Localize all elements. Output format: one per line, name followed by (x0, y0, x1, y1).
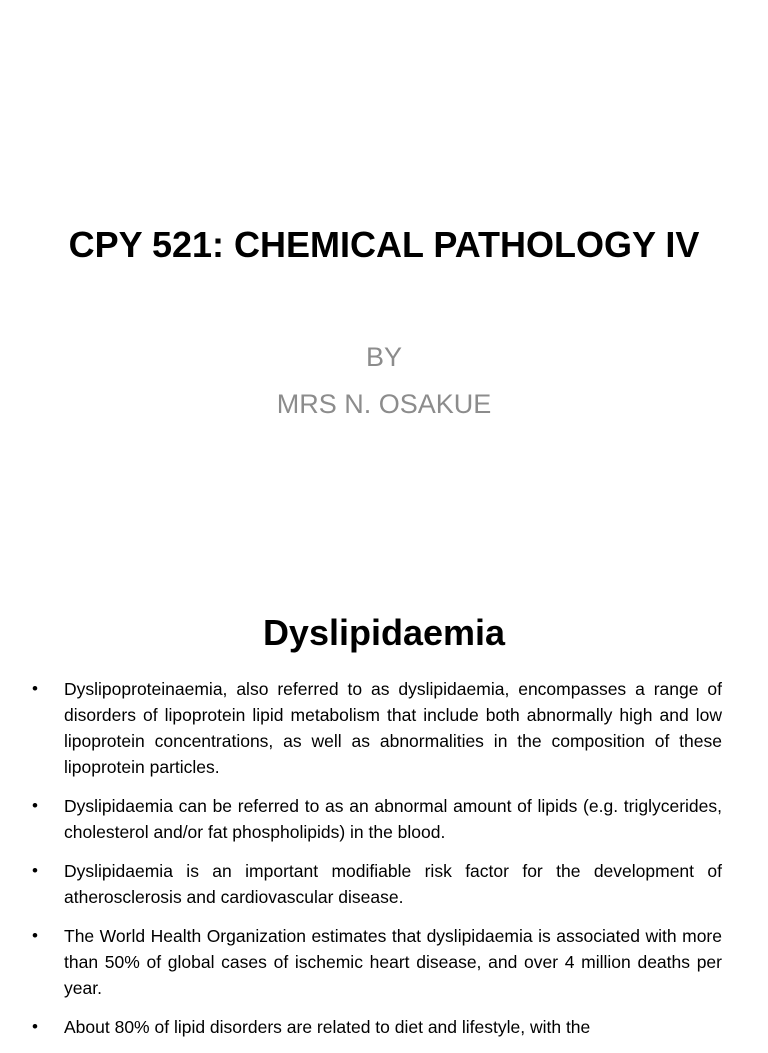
bullet-text: Dyslipidaemia can be referred to as an abnormal amount of lipids (e.g. triglycerides, cholesterol and/or fat phospholipids) in the blood. (64, 796, 722, 842)
bullet-list (30, 676, 722, 1053)
bullet-icon: • (32, 796, 38, 815)
bullet-icon: • (32, 926, 38, 945)
bullet-icon: • (32, 861, 38, 880)
course-title: CPY 521: CHEMICAL PATHOLOGY IV (68, 224, 700, 265)
bullet-item (30, 1014, 722, 1040)
bullet-icon: • (32, 1017, 38, 1036)
bullet-item (30, 923, 722, 1001)
bullet-text: The World Health Organization estimates that dyslipidaemia is associated with more than 50% of global cases of ischemic heart disease, and over 4 million deaths per year. (64, 926, 722, 998)
bullet-item (30, 793, 722, 845)
by-label: BY (365, 342, 403, 372)
bullet-text: Dyslipidaemia is an important modifiable risk factor for the development of atherosclerosis and cardiovascular disease. (64, 861, 722, 907)
slide-title: Dyslipidaemia (262, 612, 506, 653)
bullet-item (30, 858, 722, 910)
bullet-text: About 80% of lipid disorders are related to diet and lifestyle, with the (64, 1017, 591, 1037)
content-slide (0, 576, 768, 1037)
bullet-text: Dyslipoproteinaemia, also referred to as dyslipidaemia, encompasses a range of disorders of lipoprotein lipid metabolism that include both abnormally high and low lipoprotein concentrations, as well as abnormalities in the composition of these lipoprotein particles. (64, 679, 722, 777)
author-name: MRS N. OSAKUE (276, 389, 492, 419)
bullet-icon: • (32, 679, 38, 698)
bullet-item (30, 676, 722, 780)
author-block (0, 334, 768, 428)
